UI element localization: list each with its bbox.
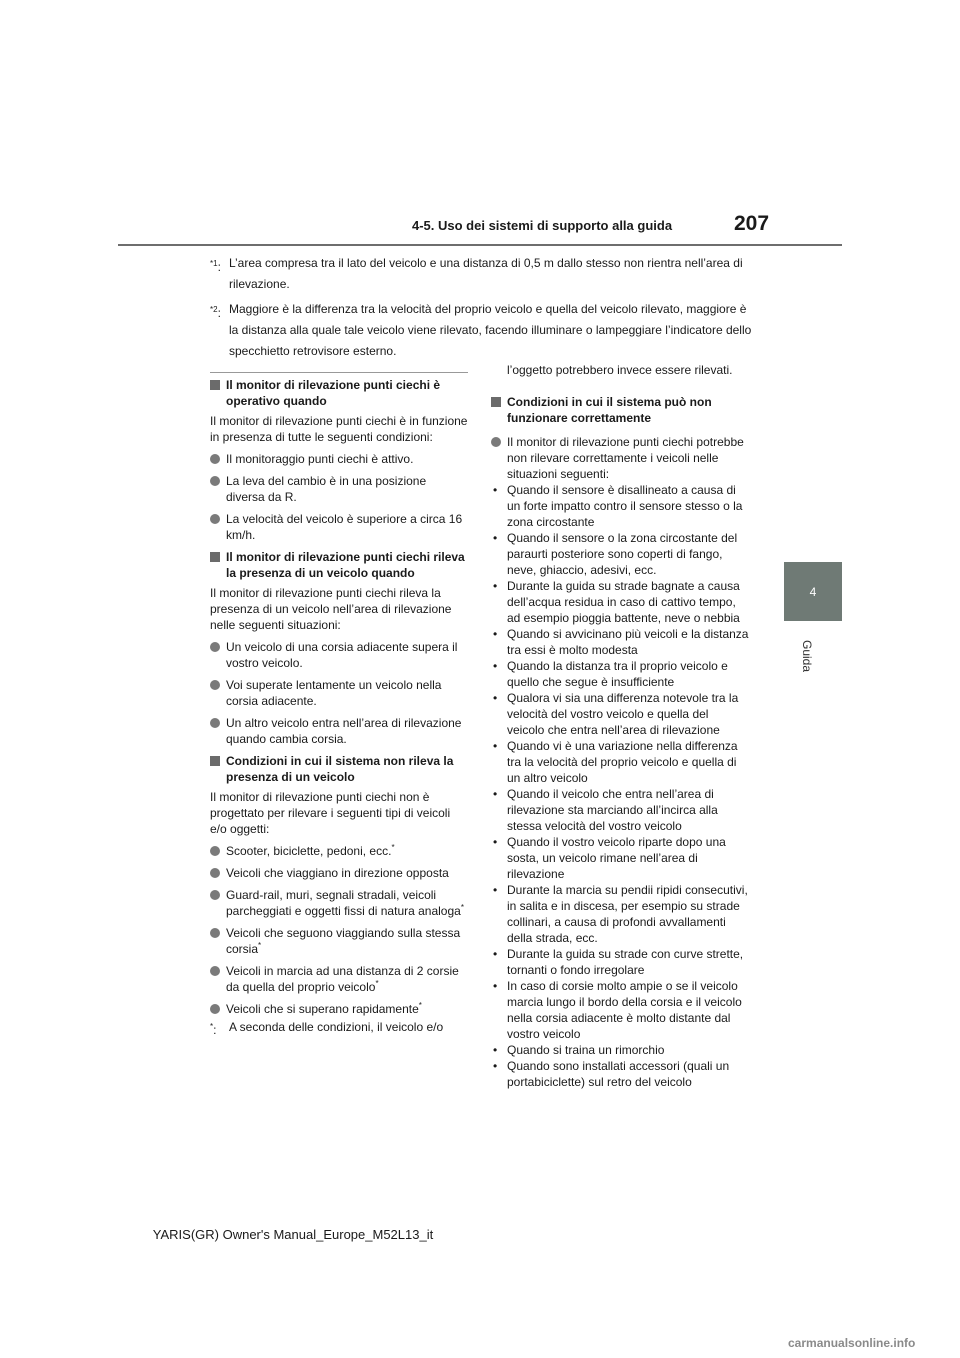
sub-item xyxy=(493,690,749,738)
section-title-text: Condizioni in cui il sistema può non funzionare correttamente xyxy=(507,395,712,425)
sub-item-text: Qualora vi sia una differenza notevole tra la velocità del vostro veicolo e quella del veicolo che entra nell’area di rilevazione xyxy=(507,691,739,737)
asterisk-mark: * xyxy=(258,941,262,950)
asterisk-mark: * xyxy=(375,979,379,988)
list-item xyxy=(210,843,468,859)
chapter-label: Guida xyxy=(800,640,814,673)
watermark: carmanualsonline.info xyxy=(788,1336,916,1350)
paragraph: Il monitor di rilevazione punti ciechi è in funzione in presenza di tutte le seguenti condizioni: xyxy=(210,414,468,444)
list-item-text: Guard-rail, muri, segnali stradali, veicoli parcheggiati e oggetti fissi di natura analoga xyxy=(226,888,461,918)
sub-item-text: Durante la marcia su pendii ripidi consecutivi, in salita e in discesa, per esempio su strade collinari, a causa di profondi avvallamenti della strada, ecc. xyxy=(507,883,748,945)
bullet-mark: • xyxy=(493,579,498,593)
paragraph: l’oggetto potrebbero invece essere rilevati. xyxy=(507,363,733,377)
sub-item-text: Quando il sensore o la zona circostante del paraurti posteriore sono coperti di fango, neve, ghiaccio, adesivi, ecc. xyxy=(507,531,738,577)
sub-item xyxy=(493,882,749,946)
list-item xyxy=(491,434,749,1090)
list-item xyxy=(210,887,468,919)
circle-bullet-icon xyxy=(210,718,220,728)
section-title xyxy=(210,377,468,409)
bullet-mark: • xyxy=(493,835,498,849)
square-bullet-icon xyxy=(210,380,220,390)
list-item xyxy=(210,1001,468,1017)
sub-item-text: Quando il sensore è disallineato a causa di un forte impatto contro il sensore stesso o la zona circostante xyxy=(507,483,743,529)
sub-item xyxy=(493,1058,749,1090)
footnote-mark: $^{*1}$: xyxy=(210,259,221,274)
footnote xyxy=(210,299,755,362)
section-title-text: Condizioni in cui il sistema non rileva la presenza di un veicolo xyxy=(226,754,454,784)
sub-item xyxy=(493,1042,749,1058)
footnote-mark: *: xyxy=(210,1022,217,1037)
asterisk-note xyxy=(210,1019,468,1035)
bullet-mark: • xyxy=(493,659,498,673)
sub-item xyxy=(493,978,749,1042)
chapter-tab[interactable] xyxy=(784,562,842,621)
bullet-mark: • xyxy=(493,979,498,993)
list-item-text: Veicoli che si superano rapidamente xyxy=(226,1002,419,1016)
left-column xyxy=(210,377,468,1035)
page-footer xyxy=(0,1227,960,1242)
list-item-text: Veicoli in marcia ad una distanza di 2 corsie da quella del proprio veicolo xyxy=(226,964,459,994)
section-header: 4-5. Uso dei sistemi di supporto alla guida xyxy=(412,218,673,233)
circle-bullet-icon xyxy=(210,846,220,856)
bullet-mark: • xyxy=(493,739,498,753)
asterisk-mark: * xyxy=(418,1001,422,1010)
list-item-text: Il monitoraggio punti ciechi è attivo. xyxy=(226,452,414,466)
bullet-mark: • xyxy=(493,1059,498,1073)
section-divider xyxy=(210,372,468,373)
square-bullet-icon xyxy=(491,397,501,407)
sub-item-text: Quando sono installati accessori (quali un portabiciclette) sul retro del veicolo xyxy=(507,1059,730,1089)
bullet-mark: • xyxy=(493,787,498,801)
list-item xyxy=(210,715,468,747)
asterisk-mark: * xyxy=(460,903,464,912)
sub-item xyxy=(493,530,749,578)
list-item-text: Voi superate lentamente un veicolo nella corsia adiacente. xyxy=(226,678,442,708)
chapter-number: 4 xyxy=(809,584,817,599)
asterisk-mark: * xyxy=(391,843,395,852)
square-bullet-icon xyxy=(210,552,220,562)
circle-bullet-icon xyxy=(210,476,220,486)
section-title xyxy=(210,549,468,581)
list-item-text: La velocità del veicolo è superiore a circa 16 km/h. xyxy=(226,512,463,542)
right-column xyxy=(491,362,749,1096)
list-item-text: Il monitor di rilevazione punti ciechi potrebbe non rilevare correttamente i veicoli nelle situazioni seguenti: xyxy=(507,435,744,481)
list-item-text: Un veicolo di una corsia adiacente supera il vostro veicolo. xyxy=(226,640,458,670)
footer-text: YARIS(GR) Owner's Manual_Europe_M52L13_it xyxy=(152,1227,434,1242)
list-item xyxy=(210,925,468,957)
footnote-mark: $^{*2}$: xyxy=(210,305,221,320)
bullet-mark: • xyxy=(493,1043,498,1057)
sub-item-text: Durante la guida su strade con curve strette, tornanti o fondo irregolare xyxy=(507,947,744,977)
circle-bullet-icon xyxy=(210,1004,220,1014)
page-number: 207 xyxy=(734,212,770,235)
paragraph: Il monitor di rilevazione punti ciechi non è progettato per rilevare i seguenti tipi di veicoli e/o oggetti: xyxy=(210,790,451,836)
circle-bullet-icon xyxy=(210,454,220,464)
sub-item xyxy=(493,658,749,690)
bullet-mark: • xyxy=(493,883,498,897)
section-title-text: Il monitor di rilevazione punti ciechi rileva la presenza di un veicolo quando xyxy=(226,550,465,580)
footnote xyxy=(210,253,755,295)
sub-item xyxy=(493,626,749,658)
square-bullet-icon xyxy=(210,756,220,766)
footnotes xyxy=(210,253,755,366)
list-item xyxy=(210,865,468,881)
bullet-mark: • xyxy=(493,691,498,705)
footnote-text: Maggiore è la differenza tra la velocità del proprio veicolo e quella del veicolo rilevato, maggiore è la distanza alla quale tale veicolo viene rilevato, facendo illuminare o lampeggiare l’indicatore dello specchietto retrovisore esterno. xyxy=(229,302,752,358)
section-title xyxy=(210,753,468,785)
sub-item-text: Durante la guida su strade bagnate a causa dell’acqua residua in caso di cattivo tempo, ad esempio pioggia battente, neve o nebbia xyxy=(507,579,740,625)
circle-bullet-icon xyxy=(210,890,220,900)
list-item xyxy=(210,473,468,505)
list-item xyxy=(210,639,468,671)
sub-item xyxy=(493,578,749,626)
section-title-text: Il monitor di rilevazione punti ciechi è operativo quando xyxy=(226,378,441,408)
paragraph: Il monitor di rilevazione punti ciechi rileva la presenza di un veicolo nell’area di rilevazione nelle seguenti situazioni: xyxy=(210,586,452,632)
list-item xyxy=(210,963,468,995)
header-rule xyxy=(118,244,842,246)
sub-item xyxy=(493,738,749,786)
footnote-text: L’area compresa tra il lato del veicolo e una distanza di 0,5 m dallo stesso non rientra nell’area di rilevazione. xyxy=(229,256,743,291)
sub-item-text: Quando si traina un rimorchio xyxy=(507,1043,665,1057)
circle-bullet-icon xyxy=(210,514,220,524)
list-item-text: Un altro veicolo entra nell’area di rilevazione quando cambia corsia. xyxy=(226,716,462,746)
sub-item xyxy=(493,834,749,882)
bullet-mark: • xyxy=(493,947,498,961)
list-item xyxy=(210,451,468,467)
circle-bullet-icon xyxy=(210,680,220,690)
circle-bullet-icon xyxy=(210,928,220,938)
circle-bullet-icon xyxy=(210,868,220,878)
bullet-mark: • xyxy=(493,531,498,545)
list-item xyxy=(210,511,468,543)
sub-item xyxy=(493,786,749,834)
sub-item-text: Quando la distanza tra il proprio veicolo e quello che segue è insufficiente xyxy=(507,659,728,689)
sub-item-text: Quando vi è una variazione nella differenza tra la velocità del proprio veicolo e quella di un altro veicolo xyxy=(507,739,738,785)
sub-item-text: Quando il vostro veicolo riparte dopo una sosta, un veicolo rimane nell’area di rilevazione xyxy=(507,835,726,881)
circle-bullet-icon xyxy=(210,642,220,652)
list-item-text: Veicoli che seguono viaggiando sulla stessa corsia xyxy=(226,926,461,956)
bullet-mark: • xyxy=(493,483,498,497)
bullet-mark: • xyxy=(493,627,498,641)
circle-bullet-icon xyxy=(491,437,501,447)
list-item-text: Veicoli che viaggiano in direzione opposta xyxy=(226,866,449,880)
sub-item-text: Quando si avvicinano più veicoli e la distanza tra essi è molto modesta xyxy=(507,627,749,657)
list-item-text: Scooter, biciclette, pedoni, ecc. xyxy=(226,844,392,858)
sub-item-text: Quando il veicolo che entra nell’area di rilevazione sta marciando all’incirca alla stessa velocità del vostro veicolo xyxy=(507,787,718,833)
list-item-text: La leva del cambio è in una posizione diversa da R. xyxy=(226,474,427,504)
sub-item xyxy=(493,482,749,530)
section-title xyxy=(491,394,749,426)
footnote-text: A seconda delle condizioni, il veicolo e/o xyxy=(229,1020,444,1034)
sub-item-text: In caso di corsie molto ampie o se il veicolo marcia lungo il bordo della corsia e il veicolo nella corsia adiacente è molto distante dal vostro veicolo xyxy=(507,979,742,1041)
list-item xyxy=(210,677,468,709)
circle-bullet-icon xyxy=(210,966,220,976)
sub-item xyxy=(493,946,749,978)
